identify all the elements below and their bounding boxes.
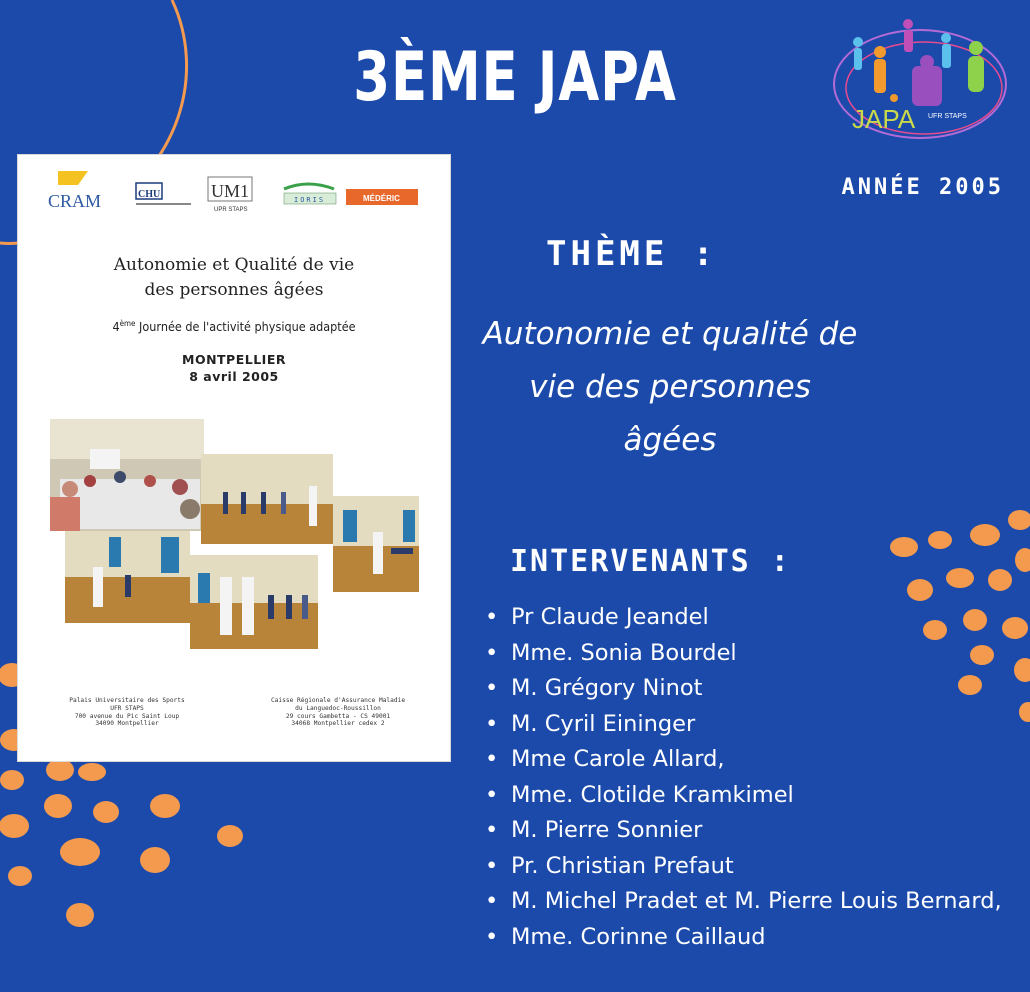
svg-text:UM1: UM1 [211, 181, 250, 201]
svg-text:MÉDÉRIC: MÉDÉRIC [363, 194, 400, 203]
theme-heading: THÈME : [546, 234, 718, 274]
document-location-date: MONTPELLIER 8 avril 2005 [182, 352, 286, 384]
photo-gym-1 [201, 454, 333, 544]
photo-gym-3 [65, 531, 190, 623]
logo-text: JAPA [852, 104, 916, 134]
address-left: Palais Universitaire des Sports UFR STAPS 700 avenue du Pic Saint Loup 34090 Montpellier [69, 697, 185, 728]
document-subtitle: 4ème Journée de l'activité physique adaptée [112, 319, 356, 335]
theme-text: Autonomie et qualité de vie des personnes âgées [482, 316, 858, 458]
speaker-item: • Mme. Clotilde Kramkimel [482, 778, 1007, 814]
year-label: ANNÉE 2005 [841, 175, 1004, 200]
document-cover [18, 155, 450, 761]
bullet-icon: • [485, 746, 499, 772]
svg-text:UPR STAPS: UPR STAPS [214, 207, 248, 213]
bullet-icon: • [485, 675, 499, 701]
speaker-item: • M. Pierre Sonnier [482, 813, 1007, 849]
speaker-item: • M. Grégory Ninot [482, 671, 1007, 707]
speaker-item: • Pr. Christian Prefaut [482, 849, 1007, 885]
bullet-icon: • [485, 852, 499, 879]
speaker-item: • Mme. Sonia Bourdel [482, 636, 1007, 672]
bullet-icon: • [485, 923, 499, 950]
speaker-item: • Mme Carole Allard, [482, 742, 1007, 778]
photo-gym-2 [333, 496, 419, 592]
address-right: Caisse Régionale d'Assurance Maladie du Languedoc-Roussillon 29 cours Gambetta - CS 49001 34068 Montpellier cedex 2 [270, 697, 406, 728]
photo-meeting [50, 419, 204, 531]
sponsor-logos [48, 167, 428, 215]
speakers-heading: INTERVENANTS : [510, 544, 791, 579]
bullet-icon: • [485, 888, 499, 914]
svg-text:CHU: CHU [138, 189, 161, 200]
svg-text:CRAM: CRAM [48, 191, 102, 211]
speakers-list [482, 600, 1007, 955]
speaker-item: • M. Cyril Eininger [482, 707, 1007, 743]
bullet-icon: • [485, 781, 499, 808]
bullet-icon: • [485, 710, 499, 737]
japa-logo [828, 14, 1010, 146]
speaker-item: • Mme. Corinne Caillaud [482, 920, 1007, 956]
document-title: Autonomie et Qualité de vie des personnes âgées [113, 255, 355, 300]
bullet-icon: • [485, 604, 499, 630]
bullet-icon: • [485, 639, 499, 666]
cram-logo [48, 171, 101, 211]
speaker-item: • Pr Claude Jeandel [482, 600, 1007, 636]
logo-caption: UFR STAPS [928, 113, 967, 120]
um1-logo [208, 177, 252, 213]
people-figures-icon [853, 19, 984, 106]
mederic-logo [346, 189, 418, 205]
page-title: 3ÈME JAPA [353, 38, 677, 117]
speaker-item: • M. Michel Pradet et M. Pierre Louis Bernard, [482, 884, 1007, 920]
bullet-icon: • [485, 817, 499, 843]
photo-gym-4 [190, 555, 318, 649]
chu-logo [136, 183, 191, 205]
svg-text:IORIS: IORIS [294, 196, 326, 204]
ioris-logo [284, 184, 336, 204]
